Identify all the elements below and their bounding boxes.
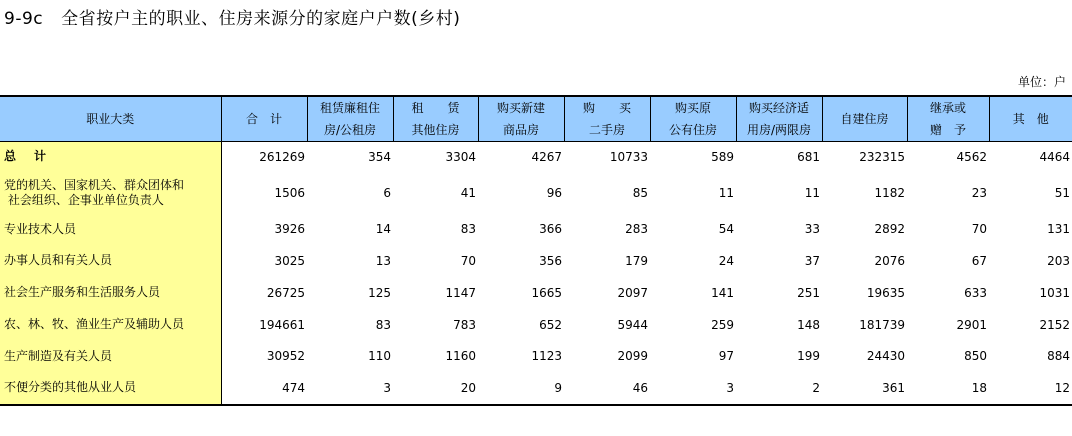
column-header-line: 公有住房 xyxy=(668,123,717,137)
column-header xyxy=(989,96,1072,142)
row-label: 专业技术人员 xyxy=(0,214,221,245)
table-cell: 589 xyxy=(711,149,734,164)
page-title xyxy=(4,4,460,29)
table-cell: 884 xyxy=(1047,349,1070,363)
table-cell: 97 xyxy=(718,349,734,363)
table-cell: 2892 xyxy=(874,222,905,236)
table-cell: 24 xyxy=(718,253,734,268)
table-cell: 9 xyxy=(478,372,564,405)
table-cell: 3926 xyxy=(274,222,305,236)
column-header-line: 自建住房 xyxy=(840,112,889,126)
table-cell: 14 xyxy=(375,222,391,236)
row-label: 党的机关、国家机关、群众团体和 社会组织、企事业单位负责人 xyxy=(0,172,221,214)
table-cell: 85 xyxy=(632,185,648,200)
table-row xyxy=(0,341,1072,372)
table-cell: 1182 xyxy=(874,185,905,200)
table-cell: 199 xyxy=(797,349,820,363)
table-row xyxy=(0,172,1072,214)
column-header-line: 购 买 xyxy=(582,101,631,115)
column-header-line: 二手房 xyxy=(588,123,625,137)
table-cell: 20 xyxy=(393,372,478,405)
table-cell: 251 xyxy=(797,285,820,300)
column-header xyxy=(907,96,989,142)
table-cell: 3304 xyxy=(445,149,476,164)
column-header xyxy=(822,96,907,142)
table-cell: 203 xyxy=(1047,253,1070,268)
column-header-line: 赠 予 xyxy=(929,123,966,137)
table-cell: 6 xyxy=(383,185,391,200)
table-cell: 1031 xyxy=(1039,285,1070,300)
table-cell: 232315 xyxy=(859,149,905,164)
column-header-line: 用房/两限房 xyxy=(746,123,812,137)
table-cell: 783 xyxy=(453,317,476,332)
table-cell: 2076 xyxy=(874,253,905,268)
column-header-line: 继承或 xyxy=(929,101,966,115)
table-cell: 4562 xyxy=(956,149,987,164)
table-cell: 54 xyxy=(718,222,734,236)
column-header xyxy=(307,96,393,142)
table-title: 全省按户主的职业、住房来源分的家庭户户数(乡村) xyxy=(61,9,461,29)
table-row xyxy=(0,372,1072,405)
table-cell: 110 xyxy=(368,349,391,363)
table-cell: 1123 xyxy=(531,349,562,363)
column-header-line: 租赁廉租住 xyxy=(319,101,380,115)
column-header-line: 商品房 xyxy=(502,123,539,137)
column-header-line: 合 计 xyxy=(245,112,282,126)
table-cell: 70 xyxy=(460,253,476,268)
row-label: 总 计 xyxy=(0,142,221,172)
table-cell: 3 xyxy=(650,372,736,405)
table-row xyxy=(0,214,1072,245)
row-label: 生产制造及有关人员 xyxy=(0,341,221,372)
table-cell: 1147 xyxy=(445,285,476,300)
table-header-row xyxy=(0,96,1072,142)
row-label: 不便分类的其他从业人员 xyxy=(0,372,221,405)
row-label: 社会生产服务和生活服务人员 xyxy=(0,277,221,309)
column-header xyxy=(393,96,478,142)
table-cell: 18 xyxy=(907,372,989,405)
data-table xyxy=(0,95,1072,406)
column-header-line: 其他住房 xyxy=(411,123,460,137)
column-header xyxy=(221,96,307,142)
table-body xyxy=(0,142,1072,405)
table-code: 9-9c xyxy=(4,9,44,29)
table-cell: 37 xyxy=(804,253,820,268)
table-cell: 24430 xyxy=(866,349,905,363)
table-cell: 5944 xyxy=(617,317,648,332)
table-cell: 1160 xyxy=(445,349,476,363)
table-cell: 361 xyxy=(822,372,907,405)
table-cell: 96 xyxy=(546,185,562,200)
table-cell: 3 xyxy=(307,372,393,405)
table-row xyxy=(0,309,1072,341)
table-cell: 83 xyxy=(460,222,476,236)
table-cell: 354 xyxy=(368,149,391,164)
table-cell: 1665 xyxy=(531,285,562,300)
column-header xyxy=(650,96,736,142)
table-cell: 261269 xyxy=(259,149,305,164)
table-cell: 148 xyxy=(797,317,820,332)
table-row-total xyxy=(0,142,1072,172)
table-cell: 259 xyxy=(711,317,734,332)
table-cell: 12 xyxy=(989,372,1072,405)
table-cell: 70 xyxy=(971,222,987,236)
table-cell: 83 xyxy=(375,317,391,332)
table-row xyxy=(0,245,1072,277)
column-header-line: 其 他 xyxy=(1012,112,1049,126)
column-header xyxy=(478,96,564,142)
table-cell: 4464 xyxy=(1039,149,1070,164)
column-header-line: 租 赁 xyxy=(411,101,460,115)
column-header-line: 购买经济适 xyxy=(748,101,809,115)
table-cell: 652 xyxy=(539,317,562,332)
table-cell: 3025 xyxy=(274,253,305,268)
column-header-line: 购买新建 xyxy=(496,101,545,115)
column-header-line: 购买原 xyxy=(674,101,711,115)
table-cell: 11 xyxy=(804,185,820,200)
table-cell: 67 xyxy=(971,253,987,268)
table-row xyxy=(0,277,1072,309)
column-header-line: 职业大类 xyxy=(86,112,135,126)
table-cell: 131 xyxy=(1047,222,1070,236)
table-cell: 26725 xyxy=(266,285,305,300)
table-cell: 2099 xyxy=(617,349,648,363)
column-header-line: 房/公租房 xyxy=(323,123,377,137)
table-cell: 356 xyxy=(539,253,562,268)
table-cell: 41 xyxy=(460,185,476,200)
table-cell: 179 xyxy=(625,253,648,268)
table-cell: 4267 xyxy=(531,149,562,164)
table-cell: 46 xyxy=(564,372,650,405)
table-cell: 2152 xyxy=(1039,317,1070,332)
table-cell: 13 xyxy=(375,253,391,268)
table-cell: 30952 xyxy=(266,349,305,363)
table-cell: 51 xyxy=(1054,185,1070,200)
table-cell: 2 xyxy=(736,372,822,405)
table-cell: 194661 xyxy=(259,317,305,332)
table-cell: 2901 xyxy=(956,317,987,332)
table-cell: 23 xyxy=(971,185,987,200)
table-cell: 1506 xyxy=(274,185,305,200)
table-cell: 19635 xyxy=(866,285,905,300)
unit-label: 单位：户 xyxy=(1017,75,1066,89)
table-cell: 33 xyxy=(804,222,820,236)
table-cell: 141 xyxy=(711,285,734,300)
table-cell: 681 xyxy=(797,149,820,164)
table-cell: 474 xyxy=(221,372,307,405)
table-cell: 2097 xyxy=(617,285,648,300)
table-cell: 850 xyxy=(964,349,987,363)
column-header xyxy=(0,96,221,142)
column-header xyxy=(736,96,822,142)
table-cell: 181739 xyxy=(859,317,905,332)
table-cell: 366 xyxy=(539,222,562,236)
table-cell: 11 xyxy=(718,185,734,200)
table-cell: 283 xyxy=(625,222,648,236)
table-cell: 10733 xyxy=(609,149,648,164)
row-label: 农、林、牧、渔业生产及辅助人员 xyxy=(0,309,221,341)
table-cell: 125 xyxy=(368,285,391,300)
column-header xyxy=(564,96,650,142)
row-label: 办事人员和有关人员 xyxy=(0,245,221,277)
table-cell: 633 xyxy=(964,285,987,300)
